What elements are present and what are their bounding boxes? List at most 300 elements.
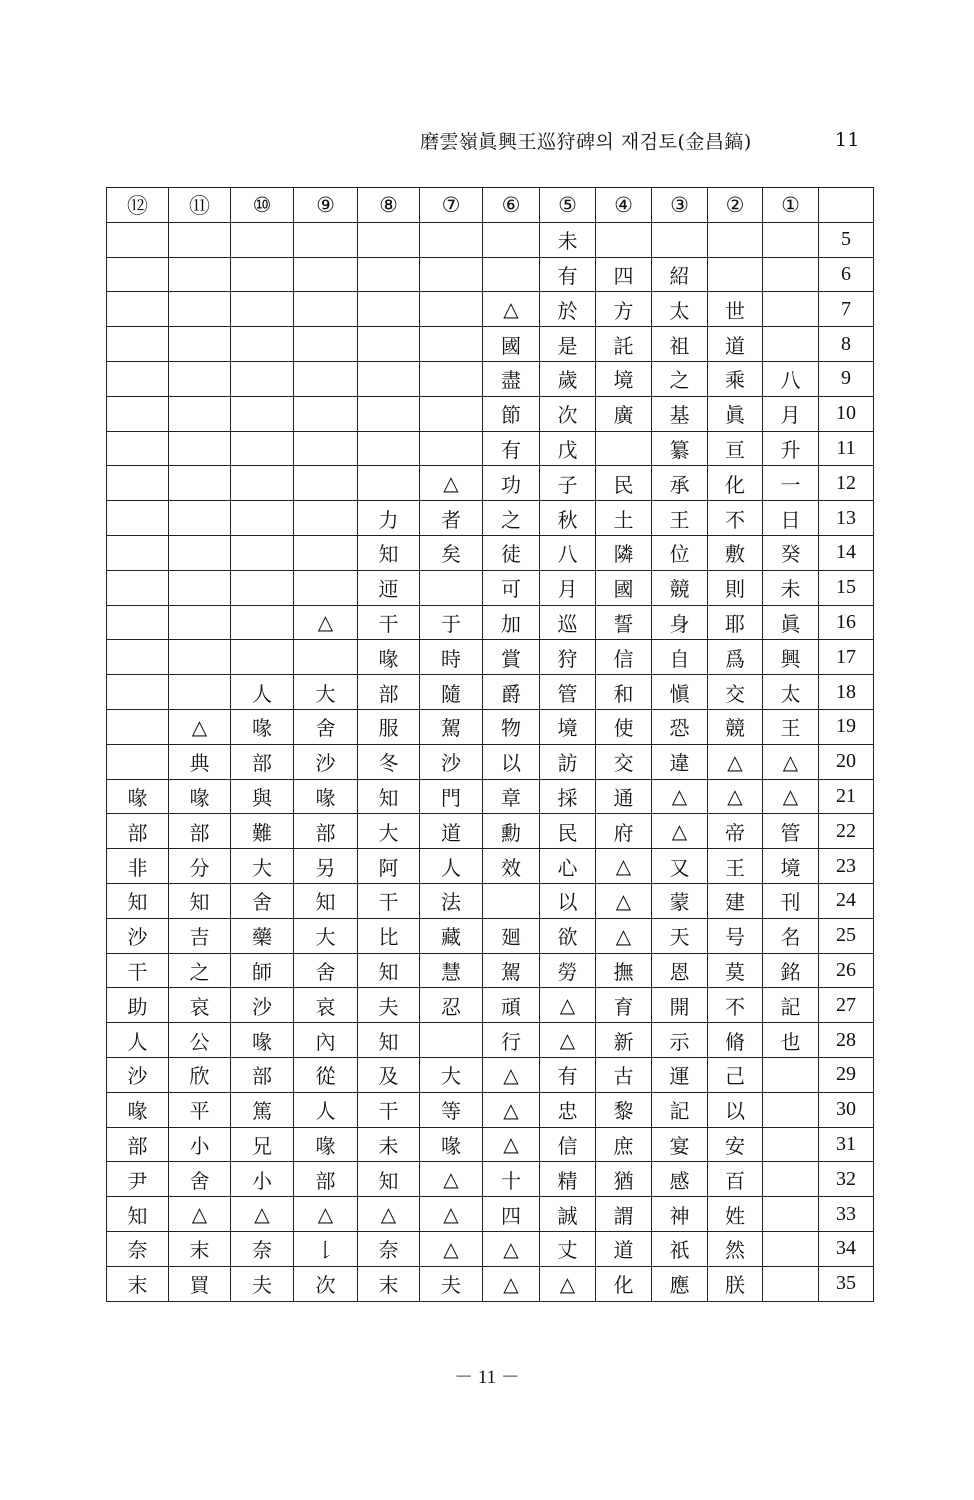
character-cell: 人: [231, 675, 294, 710]
character-cell: [763, 257, 819, 292]
character-cell: 神: [652, 1197, 708, 1232]
character-cell: 世: [708, 292, 763, 327]
character-cell: [420, 431, 483, 466]
character-cell: 爲: [708, 640, 763, 675]
character-cell: 太: [652, 292, 708, 327]
character-cell: 非: [107, 849, 169, 884]
character-cell: 知: [358, 1023, 420, 1058]
character-cell: 月: [540, 570, 596, 605]
character-cell: [294, 640, 358, 675]
character-cell: 徒: [483, 535, 540, 570]
character-cell: [169, 257, 231, 292]
character-cell: 記: [763, 988, 819, 1023]
character-cell: [169, 640, 231, 675]
character-cell: 境: [540, 709, 596, 744]
character-cell: 應: [652, 1266, 708, 1301]
character-cell: 駕: [420, 709, 483, 744]
character-cell: [107, 570, 169, 605]
character-cell: 号: [708, 918, 763, 953]
character-cell: [763, 1231, 819, 1266]
character-cell: △: [294, 605, 358, 640]
character-cell: 訪: [540, 744, 596, 779]
character-cell: 戊: [540, 431, 596, 466]
character-cell: 忍: [420, 988, 483, 1023]
table-row: [107, 222, 874, 257]
character-cell: 奈: [107, 1231, 169, 1266]
character-cell: 記: [652, 1092, 708, 1127]
character-cell: 功: [483, 466, 540, 501]
character-cell: [107, 431, 169, 466]
character-cell: [294, 396, 358, 431]
character-cell: 加: [483, 605, 540, 640]
character-cell: 舍: [294, 953, 358, 988]
character-cell: 道: [708, 327, 763, 362]
table-row: [107, 257, 874, 292]
character-cell: 使: [596, 709, 652, 744]
table-row: [107, 1162, 874, 1197]
character-cell: [294, 570, 358, 605]
character-cell: 心: [540, 849, 596, 884]
character-cell: [231, 640, 294, 675]
character-cell: 管: [763, 814, 819, 849]
character-cell: 狩: [540, 640, 596, 675]
table-row: [107, 1197, 874, 1232]
character-cell: 部: [294, 1162, 358, 1197]
character-cell: 隣: [596, 535, 652, 570]
character-cell: [231, 292, 294, 327]
header-page-number: 11: [834, 129, 860, 151]
character-cell: △: [169, 709, 231, 744]
character-cell: 效: [483, 849, 540, 884]
table-row: [107, 988, 874, 1023]
character-cell: [483, 257, 540, 292]
table-row: [107, 431, 874, 466]
character-cell: 撫: [596, 953, 652, 988]
character-cell: 乘: [708, 361, 763, 396]
character-cell: 干: [358, 883, 420, 918]
character-cell: 夫: [231, 1266, 294, 1301]
character-cell: 民: [540, 814, 596, 849]
article-title: 磨雲嶺眞興王巡狩碑의 재검토(金昌鎬): [420, 130, 752, 153]
character-cell: △: [483, 1127, 540, 1162]
character-cell: [107, 744, 169, 779]
character-cell: 喙: [231, 709, 294, 744]
character-cell: 自: [652, 640, 708, 675]
character-cell: 愼: [652, 675, 708, 710]
character-cell: 己: [708, 1057, 763, 1092]
character-cell: [763, 1266, 819, 1301]
character-cell: 奈: [358, 1231, 420, 1266]
line-number-cell: 8: [819, 327, 874, 362]
character-cell: △: [708, 779, 763, 814]
character-cell: 月: [763, 396, 819, 431]
character-cell: 哀: [294, 988, 358, 1023]
character-cell: 沙: [107, 1057, 169, 1092]
character-cell: 知: [358, 779, 420, 814]
line-number-cell: 7: [819, 292, 874, 327]
character-cell: 託: [596, 327, 652, 362]
character-cell: 藥: [231, 918, 294, 953]
table-row: [107, 466, 874, 501]
character-cell: △: [169, 1197, 231, 1232]
character-cell: [420, 396, 483, 431]
table-row: [107, 396, 874, 431]
character-cell: [358, 431, 420, 466]
character-cell: [420, 1023, 483, 1058]
character-cell: [107, 396, 169, 431]
character-cell: [294, 535, 358, 570]
character-cell: 交: [708, 675, 763, 710]
character-cell: [483, 883, 540, 918]
character-cell: △: [652, 779, 708, 814]
line-number-cell: 11: [819, 431, 874, 466]
line-number-cell: 14: [819, 535, 874, 570]
character-cell: [294, 431, 358, 466]
character-cell: 尹: [107, 1162, 169, 1197]
character-cell: [596, 431, 652, 466]
character-cell: 藏: [420, 918, 483, 953]
column-header: ⑧: [358, 188, 420, 223]
character-cell: 廣: [596, 396, 652, 431]
character-cell: 感: [652, 1162, 708, 1197]
line-number-cell: 27: [819, 988, 874, 1023]
character-cell: 以: [708, 1092, 763, 1127]
character-cell: [107, 257, 169, 292]
character-cell: [231, 570, 294, 605]
character-cell: [231, 501, 294, 536]
character-cell: 黎: [596, 1092, 652, 1127]
character-cell: 干: [107, 953, 169, 988]
table-body: [107, 222, 874, 1301]
character-cell: [358, 327, 420, 362]
character-cell: [763, 1127, 819, 1162]
character-cell: [294, 257, 358, 292]
table-row: [107, 1092, 874, 1127]
character-cell: 公: [169, 1023, 231, 1058]
character-cell: 之: [483, 501, 540, 536]
character-cell: [231, 535, 294, 570]
character-cell: 方: [596, 292, 652, 327]
line-number-cell: 29: [819, 1057, 874, 1092]
character-cell: 競: [652, 570, 708, 605]
character-cell: 小: [169, 1127, 231, 1162]
character-cell: 沙: [420, 744, 483, 779]
character-cell: 是: [540, 327, 596, 362]
character-cell: 人: [420, 849, 483, 884]
table-row: [107, 1266, 874, 1301]
character-cell: 知: [294, 883, 358, 918]
character-cell: 違: [652, 744, 708, 779]
character-cell: [169, 501, 231, 536]
character-cell: 勞: [540, 953, 596, 988]
character-cell: [107, 675, 169, 710]
character-cell: 平: [169, 1092, 231, 1127]
character-cell: [107, 535, 169, 570]
character-cell: 開: [652, 988, 708, 1023]
line-number-cell: 19: [819, 709, 874, 744]
character-cell: 末: [358, 1266, 420, 1301]
character-cell: 王: [652, 501, 708, 536]
column-header: ⑩: [231, 188, 294, 223]
character-cell: [107, 327, 169, 362]
character-cell: 從: [294, 1057, 358, 1092]
character-cell: [169, 327, 231, 362]
column-header: ②: [708, 188, 763, 223]
character-cell: 誠: [540, 1197, 596, 1232]
character-cell: 典: [169, 744, 231, 779]
character-cell: △: [483, 1231, 540, 1266]
character-cell: 力: [358, 501, 420, 536]
character-cell: 兄: [231, 1127, 294, 1162]
character-cell: 基: [652, 396, 708, 431]
character-cell: 及: [358, 1057, 420, 1092]
character-cell: 部: [358, 675, 420, 710]
character-cell: 之: [169, 953, 231, 988]
table-row: [107, 1023, 874, 1058]
character-cell: 名: [763, 918, 819, 953]
line-number-cell: 25: [819, 918, 874, 953]
character-cell: 謂: [596, 1197, 652, 1232]
character-cell: [107, 222, 169, 257]
character-cell: △: [483, 1266, 540, 1301]
table-row: [107, 814, 874, 849]
character-cell: 人: [107, 1023, 169, 1058]
character-cell: 有: [540, 257, 596, 292]
character-cell: 國: [596, 570, 652, 605]
character-cell: [107, 709, 169, 744]
character-cell: 慧: [420, 953, 483, 988]
column-header-row: [107, 188, 874, 223]
character-cell: 部: [169, 814, 231, 849]
character-cell: 紹: [652, 257, 708, 292]
character-cell: 四: [483, 1197, 540, 1232]
character-cell: 民: [596, 466, 652, 501]
line-number-cell: 21: [819, 779, 874, 814]
character-cell: 助: [107, 988, 169, 1023]
character-cell: 王: [763, 709, 819, 744]
character-cell: [231, 257, 294, 292]
character-cell: [358, 222, 420, 257]
character-cell: [358, 466, 420, 501]
character-cell: [231, 327, 294, 362]
character-cell: △: [420, 466, 483, 501]
character-cell: [107, 501, 169, 536]
character-cell: 化: [708, 466, 763, 501]
character-cell: 篤: [231, 1092, 294, 1127]
column-header: ⑫: [107, 188, 169, 223]
character-cell: 夫: [358, 988, 420, 1023]
character-cell: 眞: [763, 605, 819, 640]
character-cell: 化: [596, 1266, 652, 1301]
character-cell: 大: [358, 814, 420, 849]
character-cell: △: [420, 1231, 483, 1266]
character-cell: [169, 222, 231, 257]
character-cell: [420, 222, 483, 257]
table-row: [107, 918, 874, 953]
character-cell: 于: [420, 605, 483, 640]
line-number-cell: 16: [819, 605, 874, 640]
character-cell: [420, 570, 483, 605]
character-cell: 喙: [231, 1023, 294, 1058]
character-cell: [231, 431, 294, 466]
character-cell: 行: [483, 1023, 540, 1058]
character-cell: 採: [540, 779, 596, 814]
character-cell: 猶: [596, 1162, 652, 1197]
character-cell: 奈: [231, 1231, 294, 1266]
character-cell: 知: [107, 1197, 169, 1232]
character-cell: 庶: [596, 1127, 652, 1162]
line-number-cell: 17: [819, 640, 874, 675]
line-number-cell: 15: [819, 570, 874, 605]
character-cell: 部: [107, 1127, 169, 1162]
character-cell: 爵: [483, 675, 540, 710]
table-row: [107, 675, 874, 710]
character-cell: 交: [596, 744, 652, 779]
character-cell: 𠄌: [294, 1231, 358, 1266]
character-cell: [231, 605, 294, 640]
character-cell: 通: [596, 779, 652, 814]
character-cell: 忠: [540, 1092, 596, 1127]
character-cell: [107, 466, 169, 501]
line-number-cell: 6: [819, 257, 874, 292]
character-cell: 莫: [708, 953, 763, 988]
table-row: [107, 779, 874, 814]
character-cell: 師: [231, 953, 294, 988]
inscription-table: [106, 187, 874, 1302]
character-cell: △: [708, 744, 763, 779]
character-cell: [169, 466, 231, 501]
running-head: [420, 124, 860, 156]
character-cell: 運: [652, 1057, 708, 1092]
character-cell: 信: [596, 640, 652, 675]
character-cell: 興: [763, 640, 819, 675]
character-cell: 道: [596, 1231, 652, 1266]
character-cell: [708, 257, 763, 292]
character-cell: 盡: [483, 361, 540, 396]
line-number-cell: 31: [819, 1127, 874, 1162]
character-cell: 太: [763, 675, 819, 710]
character-cell: [231, 396, 294, 431]
column-header: ⑪: [169, 188, 231, 223]
character-cell: 未: [763, 570, 819, 605]
character-cell: 宴: [652, 1127, 708, 1162]
character-cell: 人: [294, 1092, 358, 1127]
line-number-cell: 33: [819, 1197, 874, 1232]
character-cell: 境: [763, 849, 819, 884]
character-cell: 知: [107, 883, 169, 918]
character-cell: 矣: [420, 535, 483, 570]
character-cell: 新: [596, 1023, 652, 1058]
character-cell: 十: [483, 1162, 540, 1197]
character-cell: 干: [358, 605, 420, 640]
character-cell: 示: [652, 1023, 708, 1058]
character-cell: 誓: [596, 605, 652, 640]
character-cell: 末: [169, 1231, 231, 1266]
character-cell: 百: [708, 1162, 763, 1197]
character-cell: 賞: [483, 640, 540, 675]
character-cell: 恩: [652, 953, 708, 988]
character-cell: 干: [358, 1092, 420, 1127]
character-cell: 日: [763, 501, 819, 536]
character-cell: [169, 431, 231, 466]
line-number-cell: 28: [819, 1023, 874, 1058]
character-cell: [420, 327, 483, 362]
character-cell: [358, 257, 420, 292]
character-cell: [231, 361, 294, 396]
character-cell: 舍: [231, 883, 294, 918]
character-cell: [169, 361, 231, 396]
line-number-cell: 30: [819, 1092, 874, 1127]
line-number-cell: 24: [819, 883, 874, 918]
character-cell: [294, 361, 358, 396]
character-cell: 府: [596, 814, 652, 849]
table-row: [107, 883, 874, 918]
character-cell: 者: [420, 501, 483, 536]
character-cell: 喙: [358, 640, 420, 675]
character-cell: 癸: [763, 535, 819, 570]
character-cell: 刊: [763, 883, 819, 918]
character-cell: [231, 222, 294, 257]
character-cell: 敷: [708, 535, 763, 570]
character-cell: [294, 327, 358, 362]
character-cell: 知: [358, 1162, 420, 1197]
line-number-cell: 26: [819, 953, 874, 988]
character-cell: [169, 605, 231, 640]
character-cell: 祖: [652, 327, 708, 362]
character-cell: 位: [652, 535, 708, 570]
character-cell: [596, 222, 652, 257]
column-header: ⑨: [294, 188, 358, 223]
character-cell: 信: [540, 1127, 596, 1162]
character-cell: 精: [540, 1162, 596, 1197]
character-cell: [107, 640, 169, 675]
character-cell: [358, 361, 420, 396]
character-cell: 丈: [540, 1231, 596, 1266]
character-cell: △: [596, 918, 652, 953]
character-cell: △: [483, 1092, 540, 1127]
character-cell: 銘: [763, 953, 819, 988]
character-cell: △: [358, 1197, 420, 1232]
column-header: [819, 188, 874, 223]
character-cell: 頑: [483, 988, 540, 1023]
character-cell: [294, 222, 358, 257]
character-cell: 建: [708, 883, 763, 918]
character-cell: 喙: [169, 779, 231, 814]
line-number-cell: 34: [819, 1231, 874, 1266]
character-cell: 部: [231, 744, 294, 779]
character-cell: 子: [540, 466, 596, 501]
character-cell: 小: [231, 1162, 294, 1197]
character-cell: 可: [483, 570, 540, 605]
character-cell: 章: [483, 779, 540, 814]
character-cell: [763, 222, 819, 257]
character-cell: [294, 466, 358, 501]
character-cell: [169, 675, 231, 710]
character-cell: 內: [294, 1023, 358, 1058]
page-footer: － 11 －: [454, 1367, 520, 1388]
character-cell: 迊: [358, 570, 420, 605]
table-row: [107, 953, 874, 988]
character-cell: 門: [420, 779, 483, 814]
character-cell: [294, 292, 358, 327]
character-cell: 纂: [652, 431, 708, 466]
character-cell: 升: [763, 431, 819, 466]
character-cell: 王: [708, 849, 763, 884]
character-cell: △: [483, 292, 540, 327]
column-header: ③: [652, 188, 708, 223]
table-row: [107, 361, 874, 396]
character-cell: [294, 501, 358, 536]
